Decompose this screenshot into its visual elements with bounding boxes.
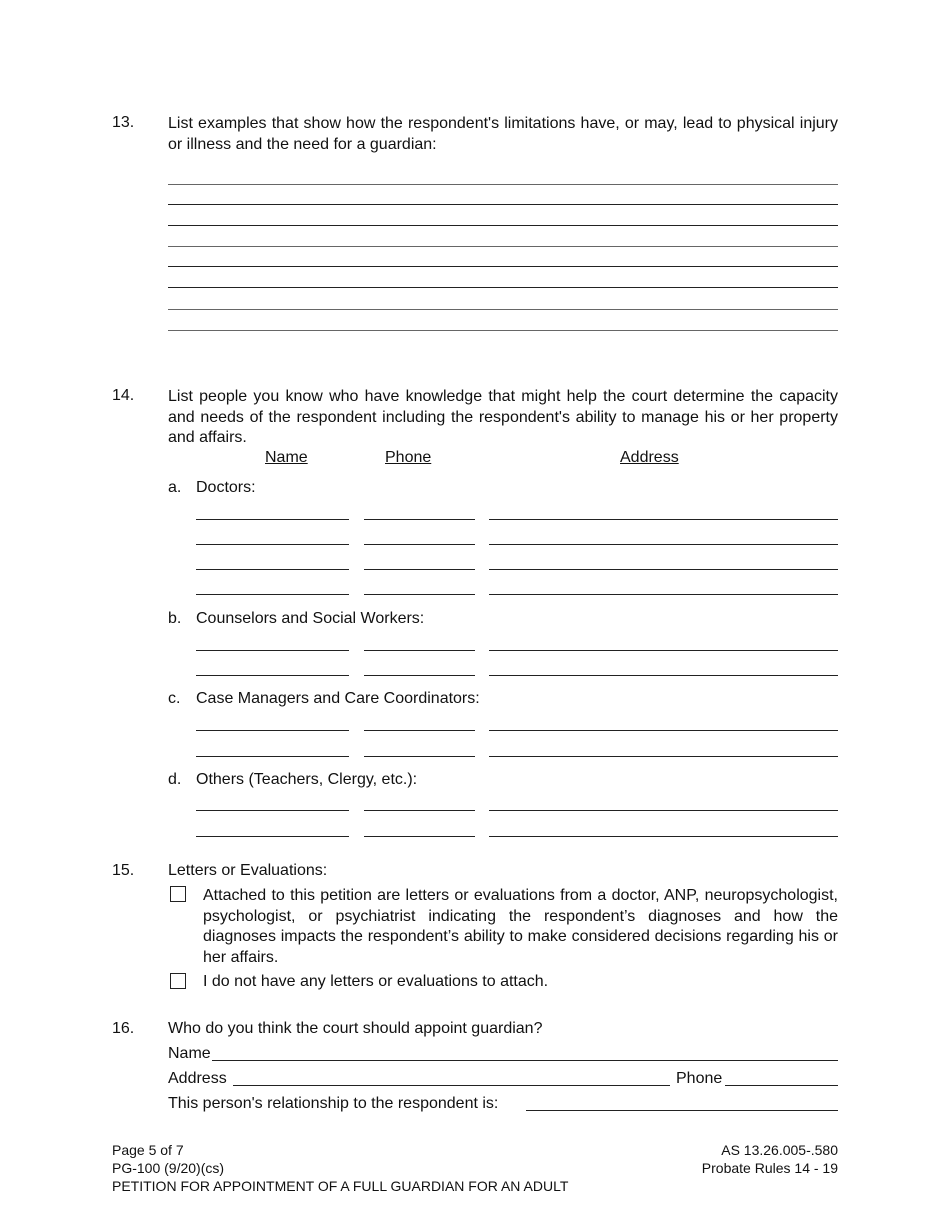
address-field-line[interactable]: [489, 519, 838, 520]
question-13-number: 13.: [112, 114, 135, 131]
phone-field-line[interactable]: [364, 756, 475, 757]
question-13-text: List examples that show how the respondent's limitations have, or may, lead to physical injury or illness and the need for a guardian:: [168, 115, 838, 153]
name-field-line[interactable]: [196, 730, 349, 731]
section-a-label: Doctors:: [196, 479, 256, 496]
question-14-text: List people you know who have knowledge that might help the court determine the capacity and needs of the respondent including the respondent's ability to manage his or her property and affairs.: [168, 388, 838, 446]
address-field-line[interactable]: [489, 544, 838, 545]
answer-line[interactable]: [168, 266, 838, 267]
guardian-name-label: Name: [168, 1045, 211, 1062]
section-d-label: Others (Teachers, Clergy, etc.):: [196, 771, 418, 788]
section-b-label: Counselors and Social Workers:: [196, 610, 425, 627]
section-d-letter: d.: [168, 771, 182, 788]
phone-field-line[interactable]: [364, 519, 475, 520]
answer-line[interactable]: [168, 246, 838, 247]
name-field-line[interactable]: [196, 594, 349, 595]
letters-attached-text: Attached to this petition are letters or evaluations from a doctor, ANP, neuropsychologist, psychologist, or psychiatrist indicating the respondent’s diagnoses and how the diagnoses impacts the respondent’s ability to make considered decisions regarding his or her affairs.: [203, 887, 838, 966]
answer-line[interactable]: [168, 225, 838, 226]
address-field-line[interactable]: [489, 810, 838, 811]
address-field-line[interactable]: [489, 730, 838, 731]
phone-field-line[interactable]: [364, 569, 475, 570]
name-field-line[interactable]: [196, 650, 349, 651]
column-header-address: Address: [620, 449, 679, 466]
address-field-line[interactable]: [489, 569, 838, 570]
footer-rules: Probate Rules 14 - 19: [701, 1160, 838, 1176]
answer-line[interactable]: [168, 184, 838, 185]
address-field-line[interactable]: [489, 650, 838, 651]
question-16-text: Who do you think the court should appoint guardian?: [168, 1020, 543, 1037]
name-field-line[interactable]: [196, 569, 349, 570]
column-header-name: Name: [265, 449, 308, 466]
address-field-line[interactable]: [489, 836, 838, 837]
section-a-letter: a.: [168, 479, 182, 496]
guardian-address-field[interactable]: [233, 1085, 670, 1086]
phone-field-line[interactable]: [364, 544, 475, 545]
question-15-title: Letters or Evaluations:: [168, 862, 328, 879]
footer-form-title: PETITION FOR APPOINTMENT OF A FULL GUARDIAN FOR AN ADULT: [112, 1178, 569, 1194]
answer-line[interactable]: [168, 204, 838, 205]
name-field-line[interactable]: [196, 836, 349, 837]
section-c-letter: c.: [168, 690, 181, 707]
phone-field-line[interactable]: [364, 836, 475, 837]
phone-field-line[interactable]: [364, 675, 475, 676]
name-field-line[interactable]: [196, 756, 349, 757]
address-field-line[interactable]: [489, 594, 838, 595]
no-letters-checkbox[interactable]: [170, 973, 186, 989]
no-letters-text: I do not have any letters or evaluations to attach.: [203, 973, 549, 990]
question-15-number: 15.: [112, 862, 135, 879]
guardian-phone-label: Phone: [676, 1070, 723, 1087]
footer-page-number: Page 5 of 7: [112, 1142, 184, 1158]
name-field-line[interactable]: [196, 675, 349, 676]
letters-attached-checkbox[interactable]: [170, 886, 186, 902]
question-16-number: 16.: [112, 1020, 135, 1037]
phone-field-line[interactable]: [364, 594, 475, 595]
answer-line[interactable]: [168, 309, 838, 310]
phone-field-line[interactable]: [364, 730, 475, 731]
name-field-line[interactable]: [196, 810, 349, 811]
phone-field-line[interactable]: [364, 810, 475, 811]
phone-field-line[interactable]: [364, 650, 475, 651]
guardian-name-field[interactable]: [212, 1060, 838, 1061]
footer-form-id: PG-100 (9/20)(cs): [112, 1160, 225, 1176]
guardian-phone-field[interactable]: [725, 1085, 838, 1086]
address-field-line[interactable]: [489, 675, 838, 676]
answer-line[interactable]: [168, 330, 838, 331]
section-c-label: Case Managers and Care Coordinators:: [196, 690, 480, 707]
section-b-letter: b.: [168, 610, 182, 627]
relationship-label: This person's relationship to the respondent is:: [168, 1095, 499, 1112]
question-14-number: 14.: [112, 387, 135, 404]
answer-line[interactable]: [168, 287, 838, 288]
footer-statute: AS 13.26.005-.580: [721, 1142, 838, 1158]
name-field-line[interactable]: [196, 519, 349, 520]
relationship-field[interactable]: [526, 1110, 838, 1111]
name-field-line[interactable]: [196, 544, 349, 545]
address-field-line[interactable]: [489, 756, 838, 757]
guardian-address-label: Address: [168, 1070, 227, 1087]
column-header-phone: Phone: [385, 449, 432, 466]
